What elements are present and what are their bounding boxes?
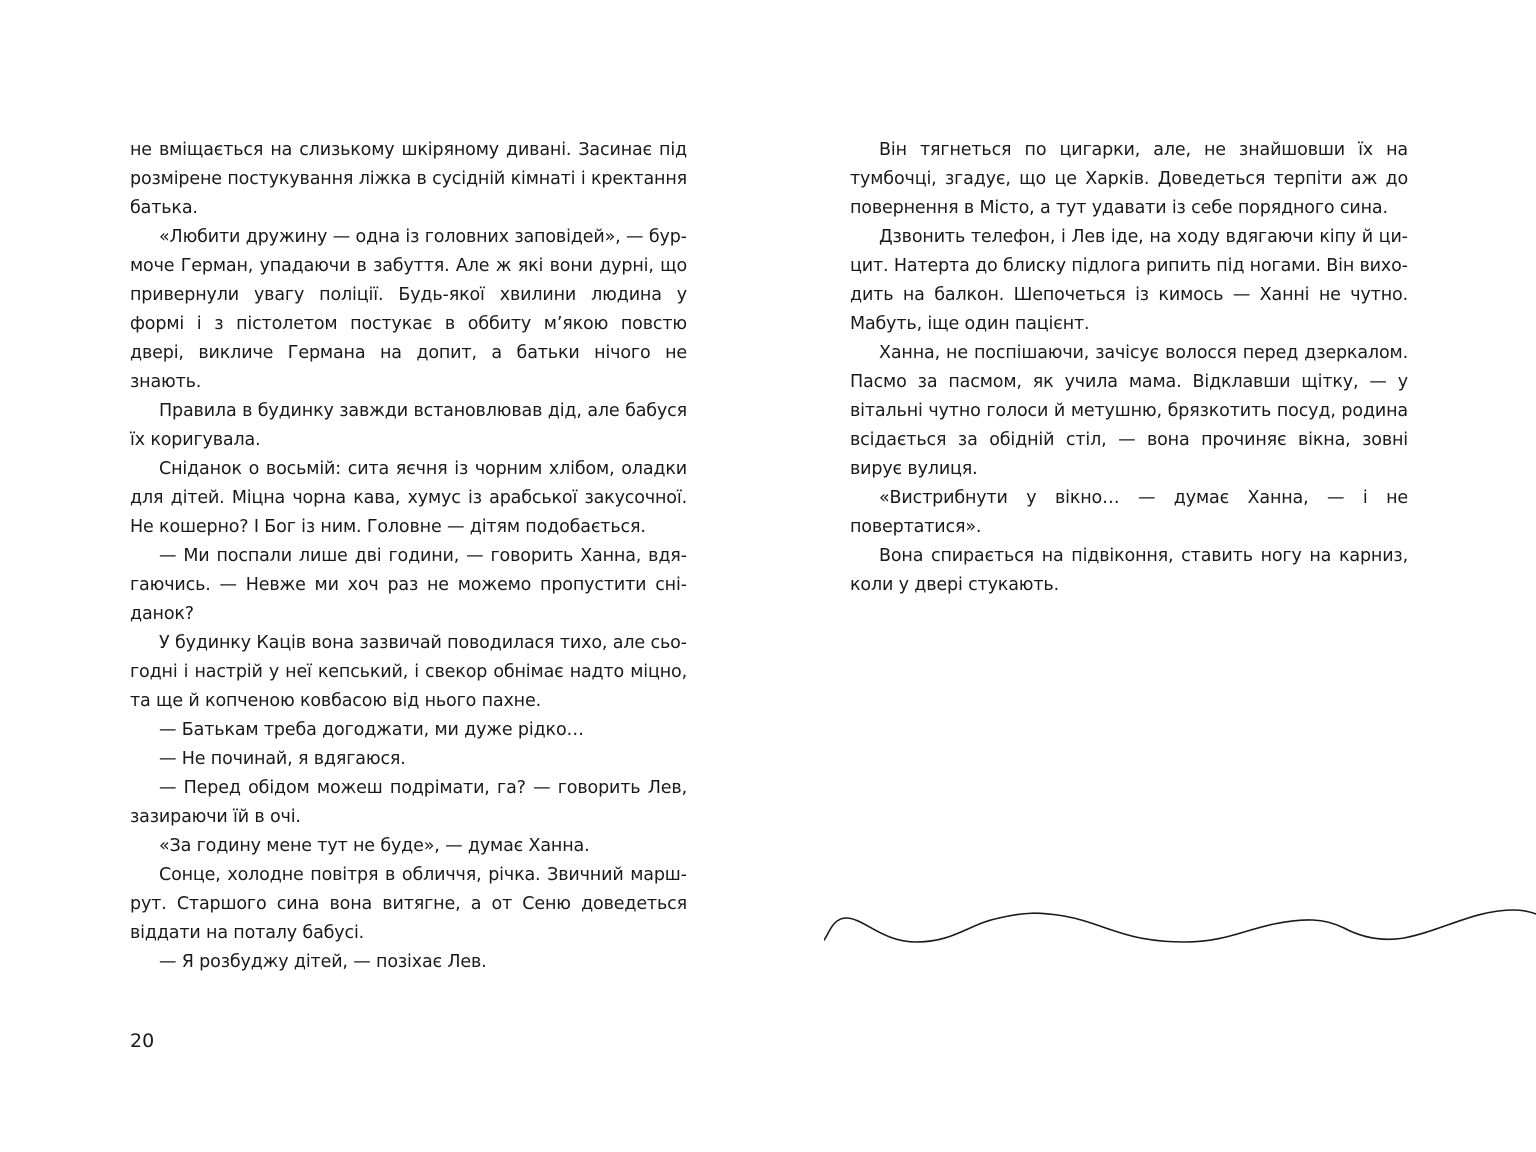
wave-divider-icon — [824, 896, 1536, 952]
paragraph: — Ми поспали лише дві години, — говорить Ханна, вдягаючись. — Невже ми хоч раз не можемо пропустити сніданок? — [130, 546, 687, 624]
paragraph: «Вистрибнути у вікно… — думає Ханна, — і не повертатися». — [850, 488, 1408, 537]
paragraph: — Не починай, я вдягаюся. — [159, 749, 406, 769]
page-number: 20 — [130, 1030, 155, 1052]
paragraph: «За годину мене тут не буде», — думає Ханна. — [159, 836, 590, 856]
paragraph: Вона спирається на підвіконня, ставить ногу на карниз, коли у двері стукають. — [850, 546, 1408, 595]
paragraph: Дзвонить телефон, і Лев іде, на ходу вдягаючи кіпу й цицит. Натерта до блиску підлога рипить під ногами. Він виходить на балкон. Шепочеться із кимось — Ханні не чутно. Мабуть, іще один пацієнт. — [850, 227, 1408, 334]
left-text-column — [130, 136, 687, 977]
paragraph: — Батькам треба догоджати, ми дуже рідко… — [159, 720, 584, 740]
paragraph: Ханна, не поспішаючи, зачісує волосся перед дзеркалом. Пасмо за пасмом, як учила мама. Відклавши щітку, — у вітальні чутно голоси й метушню, брязкотить посуд, родина всідається за обідній стіл, — вона прочиняє вікна, зовні вирує вулиця. — [850, 343, 1408, 479]
paragraph: Він тягнеться по цигарки, але, не знайшовши їх на тумбочці, згадує, що це Харків. Доведеться терпіти аж до повернення в Місто, а тут удавати із себе порядного сина. — [850, 140, 1408, 218]
paragraph: Правила в будинку завжди встановлював дід, але бабуся їх коригувала. — [130, 401, 687, 450]
paragraph: — Перед обідом можеш подрімати, га? — говорить Лев, зазираючи їй в очі. — [130, 778, 687, 827]
paragraph: «Любити дружину — одна із головних заповідей», — бурмоче Герман, упадаючи в забуття. Але ж які вони дурні, що привернули увагу поліції. Будь-якої хвилини людина у формі і з пістолетом постукає в оббиту м’якою повстю двері, викличе Германа на допит, а батьки нічого не знають. — [130, 227, 687, 392]
paragraph: — Я розбуджу дітей, — позіхає Лев. — [159, 952, 487, 972]
paragraph: Сонце, холодне повітря в обличчя, річка. Звичний маршрут. Старшого сина вона витягне, а от Сеню доведеться віддати на поталу бабусі. — [130, 865, 687, 943]
right-page — [768, 0, 1536, 1152]
right-text-column — [850, 136, 1408, 600]
paragraph: Сніданок о восьмій: сита яєчня із чорним хлібом, оладки для дітей. Міцна чорна кава, хумус із арабської закусочної. Не кошерно? І Бог із ним. Головне — дітям подобається. — [130, 459, 687, 537]
paragraph: не вміщається на слизькому шкіряному дивані. Засинає під розмірене постукування ліжка в сусідній кімнаті і кректання батька. — [130, 140, 687, 218]
paragraph: У будинку Каців вона зазвичай поводилася тихо, але сьогодні і настрій у неї кепський, і свекор обнімає надто міцно, та ще й копченою ковбасою від нього пахне. — [130, 633, 687, 711]
